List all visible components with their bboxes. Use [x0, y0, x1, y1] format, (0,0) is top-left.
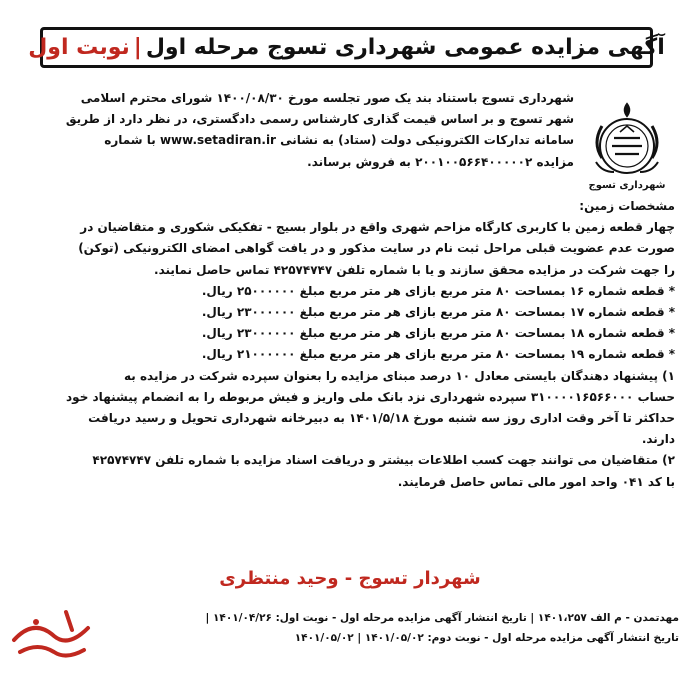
publication-footer	[130, 608, 679, 648]
mayor-signature: شهردار تسوج - وحید منتظری	[219, 568, 481, 589]
condition-line: ۲) متقاضیان می توانند جهت کسب اطلاعات بیشتر و دریافت اسناد مزایده با شماره تلفن ۴۲۵۷۴۷۴۷	[92, 453, 675, 468]
body-content	[16, 196, 675, 493]
footer-line: تاریخ انتشار آگهی مزایده مرحله اول - نوبت دوم: ۱۴۰۱/۰۵/۰۲ | ۱۴۰۱/۰۵/۰۲	[294, 632, 679, 644]
title-banner	[28, 27, 665, 68]
lot-item: * قطعه شماره ۱۹ بمساحت ۸۰ متر مربع بازای هر متر مربع مبلغ ۲۱۰۰۰۰۰۰ ریال.	[201, 347, 675, 362]
intro-paragraph	[65, 88, 574, 173]
body-line: را جهت شرکت در مزایده محقق سازند و یا با شماره تلفن ۴۲۵۷۴۷۴۷ تماس حاصل نمایند.	[154, 262, 675, 277]
specs-heading: مشخصات زمین:	[579, 199, 675, 213]
condition-line: با کد ۰۴۱ واحد امور مالی تماس حاصل فرمایند.	[397, 474, 675, 489]
intro-line: سامانه تدارکات الکترونیکی دولت (ستاد) به نشانی www.setadiran.ir با شماره	[104, 133, 574, 148]
body-line: صورت عدم عضویت قبلی مراحل ثبت نام در سایت مذکور و در یافت گواهی امضای الکترونیکی (توکن)	[78, 241, 675, 256]
condition-line: دارند.	[641, 432, 675, 447]
lot-item: * قطعه شماره ۱۶ بمساحت ۸۰ متر مربع بازای هر متر مربع مبلغ ۲۵۰۰۰۰۰۰ ریال.	[201, 283, 675, 298]
footer-line: مهدتمدن - م الف ۱۴۰۱،۲۵۷ | تاریخ انتشار آگهی مزایده مرحله اول - نوبت اول: ۱۴۰۱/۰۴/۲۶ |	[205, 612, 679, 624]
lot-item: * قطعه شماره ۱۸ بمساحت ۸۰ متر مربع بازای هر متر مربع مبلغ ۲۳۰۰۰۰۰۰ ریال.	[201, 326, 675, 341]
condition-line: حداکثر تا آخر وقت اداری روز سه شنبه مورخ ۱۴۰۱/۵/۱۸ به دبیرخانه شهرداری تحویل و رسید دریافت	[88, 411, 675, 426]
seal-caption: شهرداری تسوج	[588, 180, 666, 191]
body-line: چهار قطعه زمین با کاربری کارگاه مزاحم شهری واقع در بلوار بسیج - تفکیکی شکوری و متقاضیان در	[80, 220, 675, 235]
title-text: آگهی مزایده عمومی شهرداری تسوج مرحله اول	[145, 35, 665, 60]
intro-line: شهر تسوج و بر اساس قیمت گذاری کارشناس رسمی دادگستری، در نظر دارد از طریق	[65, 112, 574, 127]
title-round: نوبت اول	[28, 35, 130, 60]
intro-line: شهرداری تسوج باستناد بند یک صور تجلسه مورخ ۱۴۰۰/۰۸/۳۰ شورای محترم اسلامی	[80, 91, 574, 105]
title-separator: |	[133, 35, 142, 60]
newspaper-brand-logo	[6, 600, 96, 670]
lot-item: * قطعه شماره ۱۷ بمساحت ۸۰ متر مربع بازای هر متر مربع مبلغ ۲۳۰۰۰۰۰۰ ریال.	[201, 305, 675, 320]
condition-line: حساب ۳۱۰۰۰۰۱۶۵۶۶۰۰۰ سپرده شهرداری نزد بانک ملی واریز و فیش مربوطه را به انضمام پیشنهاد خود	[66, 389, 675, 404]
condition-line: ۱) پیشنهاد دهندگان بایستی معادل ۱۰ درصد مبنای مزایده را بعنوان سپرده شرکت در مزایده به	[124, 368, 675, 383]
intro-line: مزایده ۲۰۰۱۰۰۵۶۶۴۰۰۰۰۰۲ به فروش برساند.	[307, 154, 574, 169]
